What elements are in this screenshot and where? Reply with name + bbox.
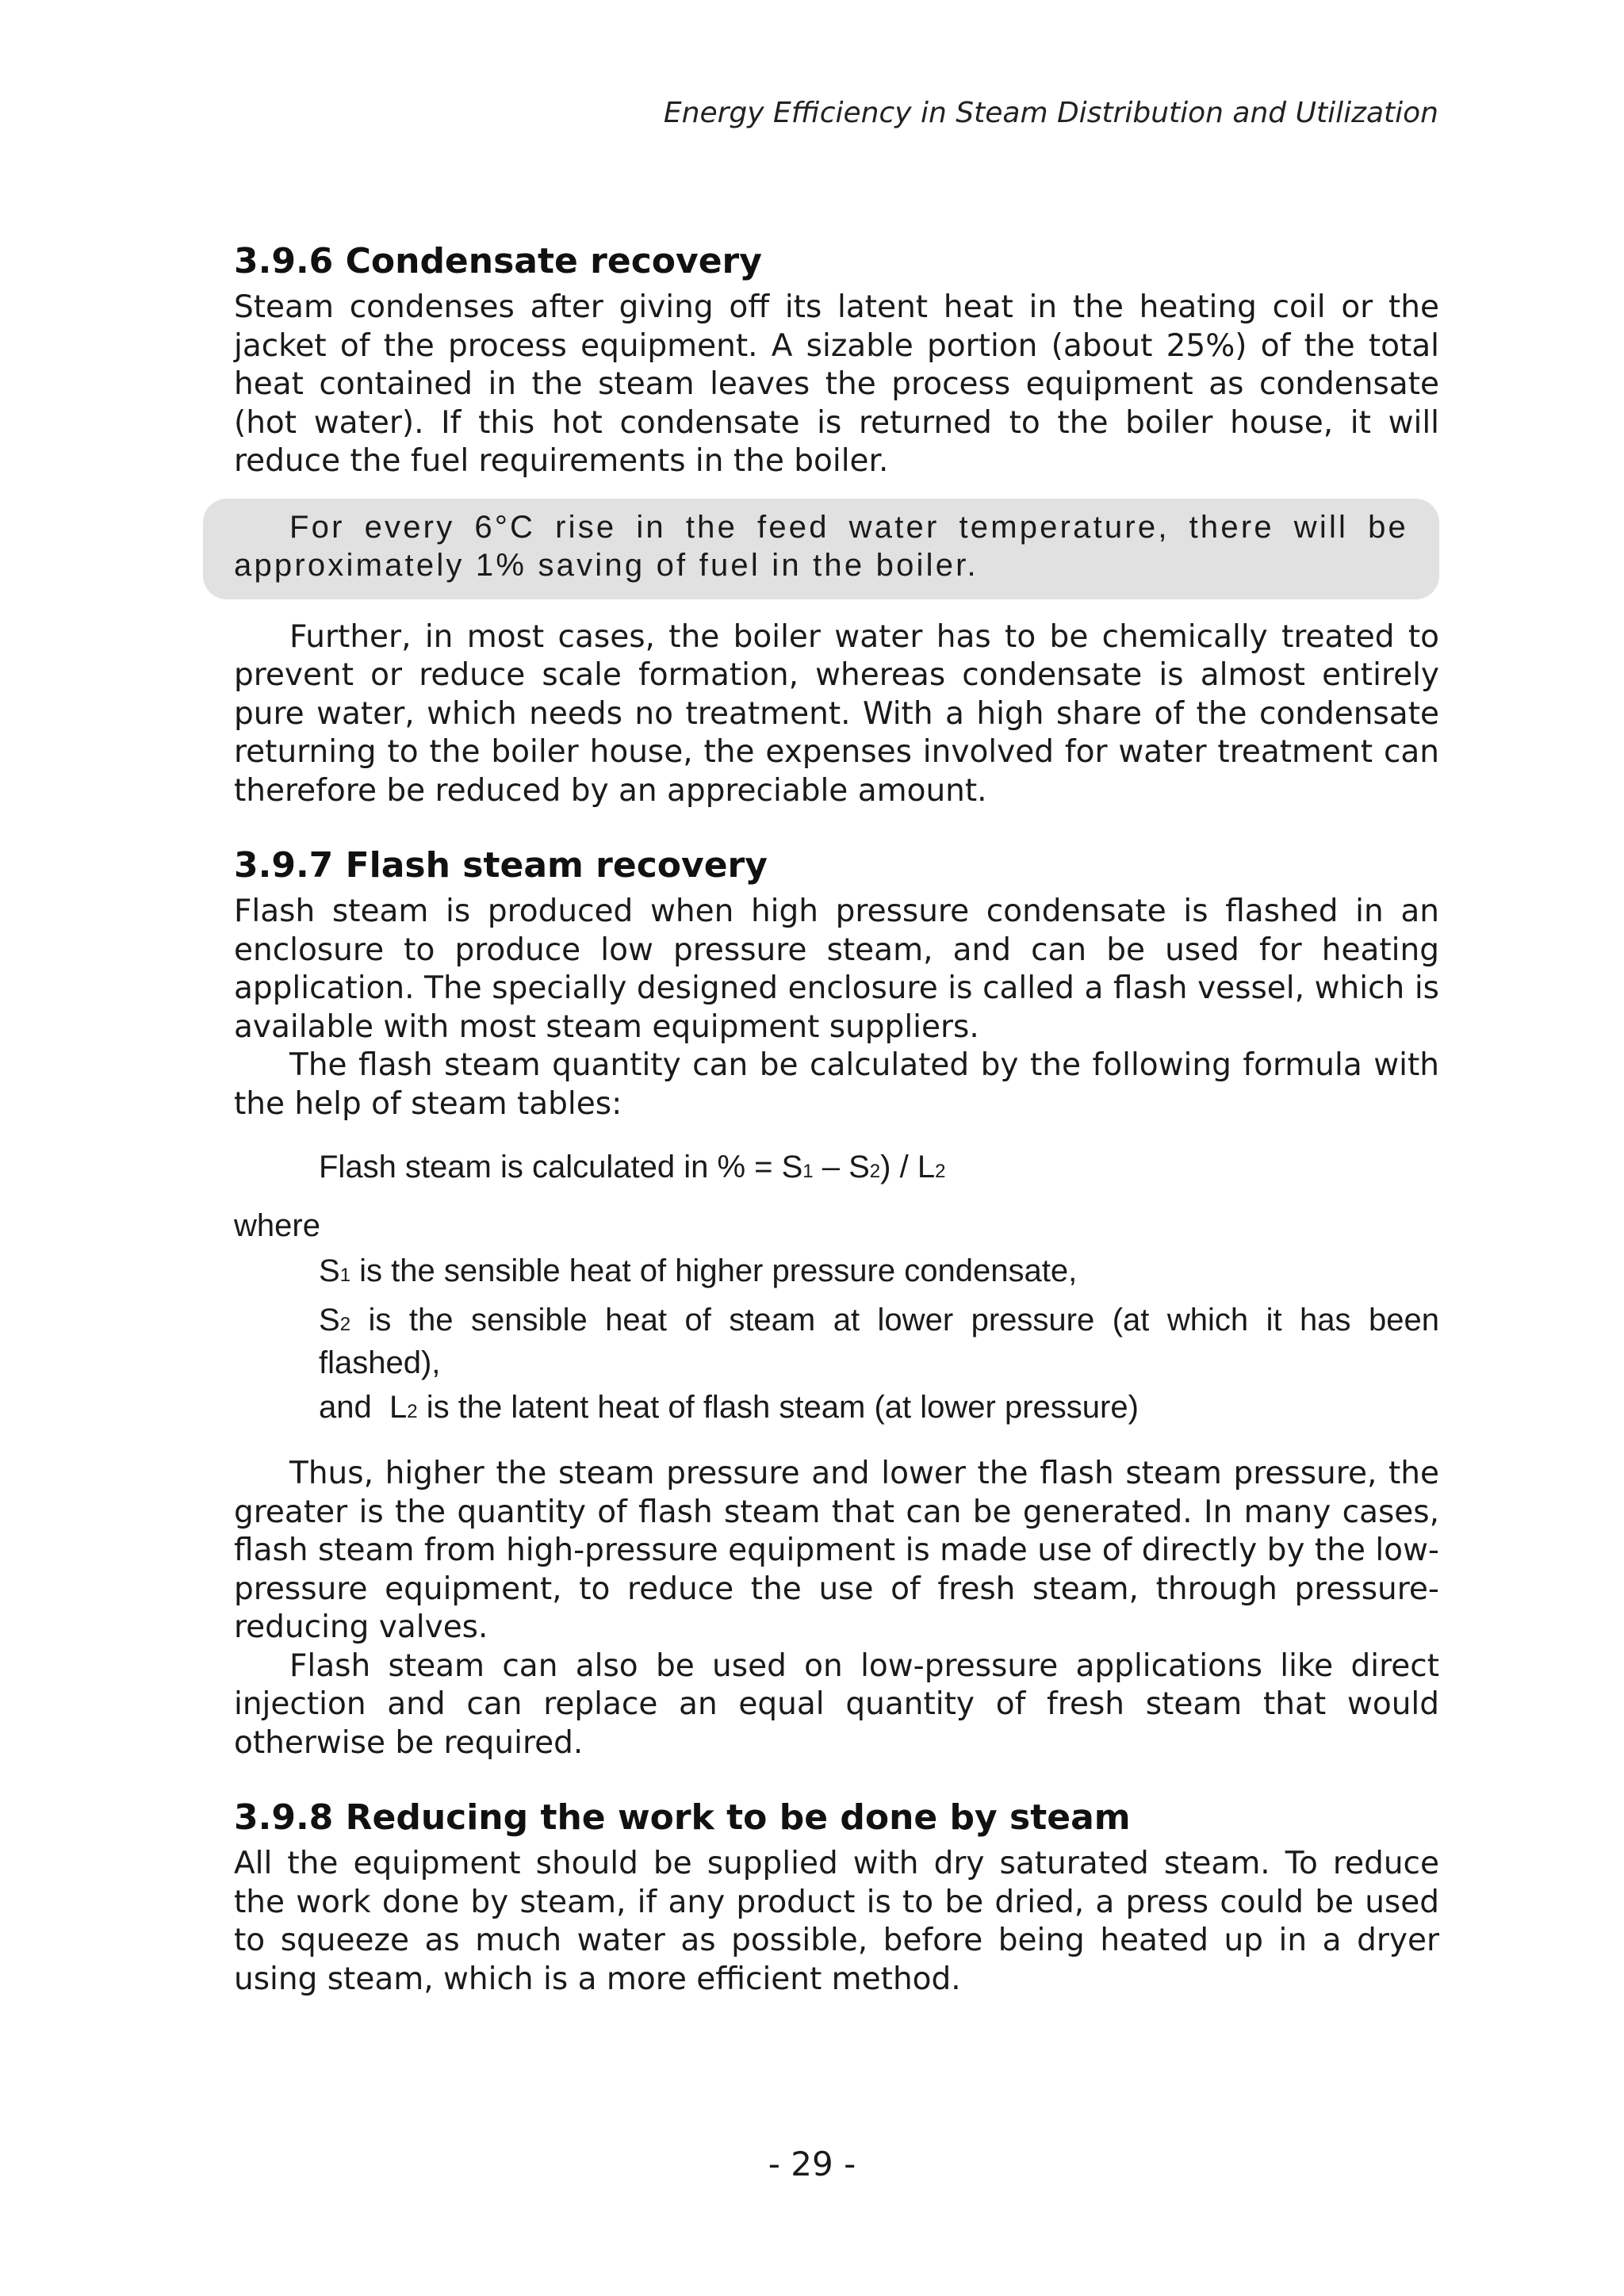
running-header: Energy Efficiency in Steam Distribution and Utilization [663,97,1438,129]
highlight-callout [203,499,1439,599]
definition-s1: S1 is the sensible heat of higher pressure condensate, [319,1253,1078,1288]
section-heading-3-9-8: 3.9.8 Reducing the work to be done by steam [234,1797,1131,1838]
paragraph: Further, in most cases, the boiler water has to be chemically treated to prevent or reduce scale formation, whereas condensate is almost entirely pure water, which needs no treatment. With a high share of the condensate returning to the boiler house, the expenses involved for water treatment can therefore be reduced by an appreciable amount. [234,618,1439,809]
paragraph: Steam condenses after giving off its latent heat in the heating coil or the jacket of the process equipment. A sizable portion (about 25%) of the total heat contained in the steam leaves the process equipment as condensate (hot water). If this hot condensate is returned to the boiler house, it will reduce the fuel requirements in the boiler. [234,289,1439,479]
section-heading-3-9-6: 3.9.6 Condensate recovery [234,241,762,281]
paragraph: The flash steam quantity can be calculated by the following formula with the help of steam tables: [234,1047,1439,1122]
flash-steam-formula: Flash steam is calculated in % = S1 – S2) / L2 [319,1150,946,1184]
callout-text: For every 6°C rise in the feed water temperature, there will be approximately 1% saving of fuel in the boiler. [234,509,1408,583]
definition-l2: and L2 is the latent heat of flash steam (at lower pressure) [319,1390,1139,1425]
paragraph: Thus, higher the steam pressure and lower the flash steam pressure, the greater is the quantity of flash steam that can be generated. In many cases, flash steam from high-pressure equipment is made use of directly by the low-pressure equipment, to reduce the use of fresh steam, through pressure-reducing valves. [234,1456,1439,1645]
definition-s2: S2 is the sensible heat of steam at lower pressure (at which it has been flashed), [319,1303,1439,1380]
page-number: - 29 - [768,2145,856,2183]
where-label: where [234,1208,320,1243]
paragraph: All the equipment should be supplied with dry saturated steam. To reduce the work done by steam, if any product is to be dried, a press could be used to squeeze as much water as possible, before being heated up in a dryer using steam, which is a more efficient method. [234,1846,1439,1997]
page-content [234,238,1439,1999]
paragraph: Flash steam is produced when high pressure condensate is flashed in an enclosure to produce low pressure steam, and can be used for heating application. The specially designed enclosure is called a flash vessel, which is available with most steam equipment suppliers. [234,894,1439,1045]
section-heading-3-9-7: 3.9.7 Flash steam recovery [234,845,768,886]
variable-definitions [319,1252,1439,1431]
paragraph: Flash steam can also be used on low-pressure applications like direct injection and can replace an equal quantity of fresh steam that would otherwise be required. [234,1647,1439,1761]
